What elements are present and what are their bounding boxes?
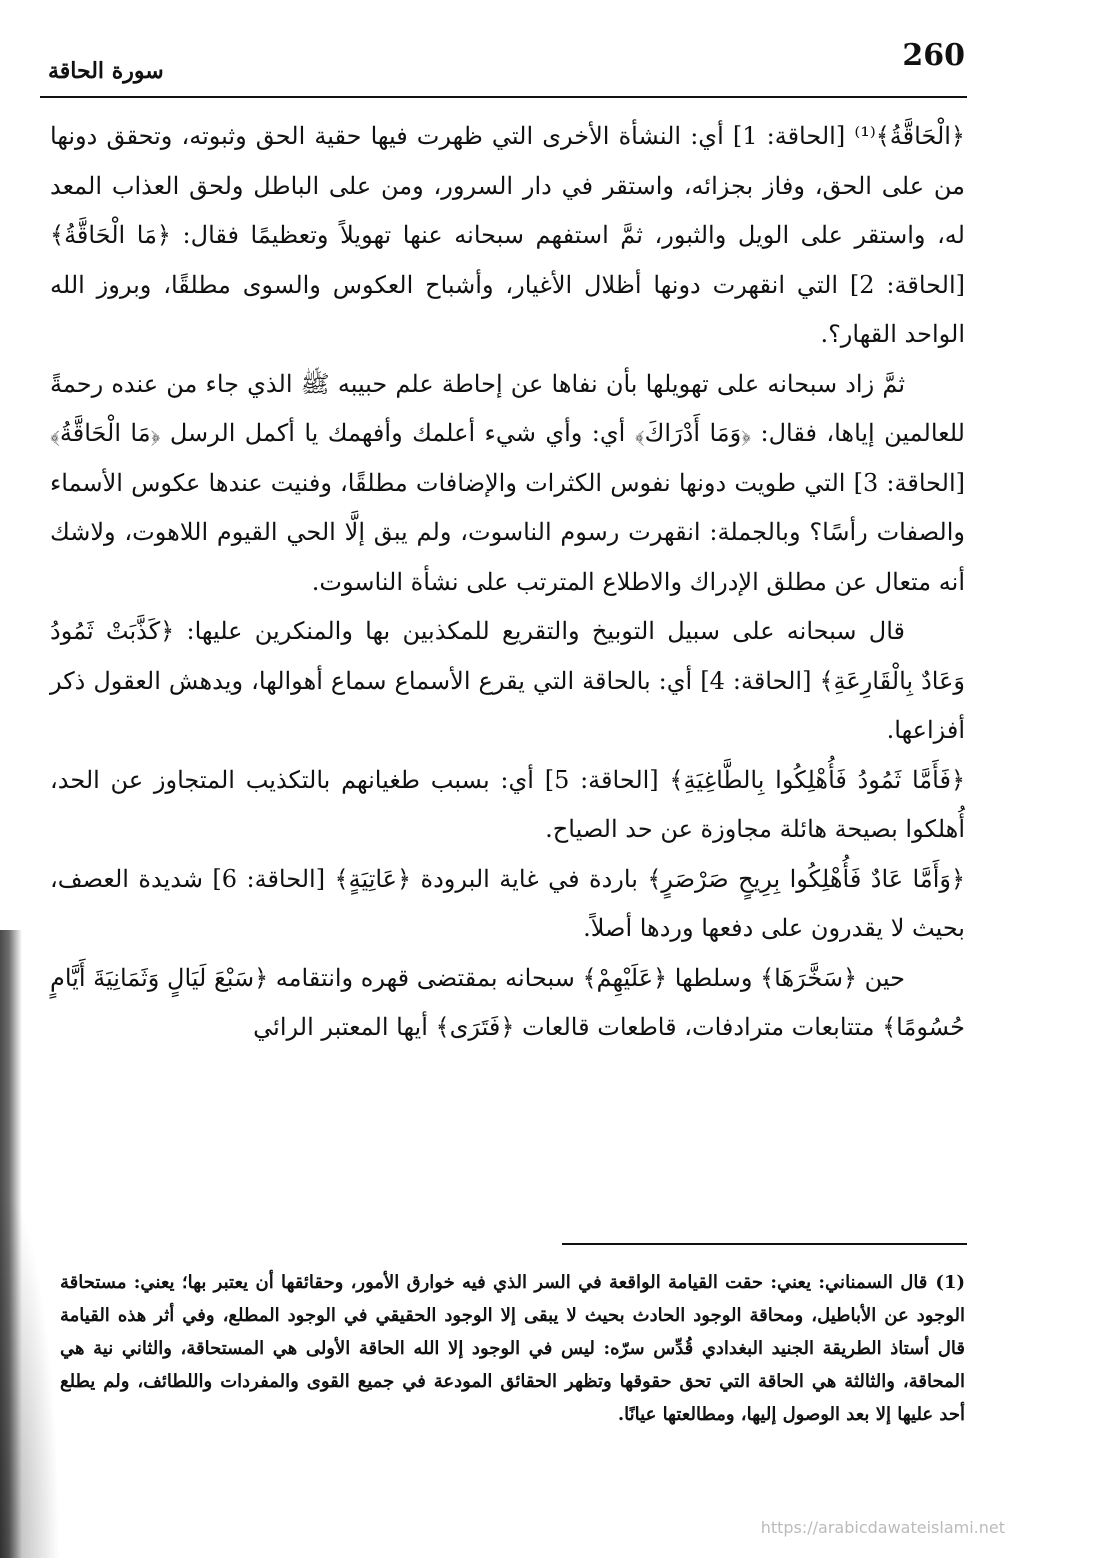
footnote-text: قال السمناني: يعني: حقت القيامة الواقعة في السر الذي فيه خوارق الأمور، وحقائقها أن يعتبر بها؛ يعني: مستحاقة الوجود عن الأباطيل، ومحاقة الوجود الحادث بحيث لا يبقى إلا الوجود الحقيقي في الوجود المطلع، وفي أثر هذه القيامة قال أستاذ الطريقة الجنيد البغدادي قُدِّس سرّه: ليس في الوجود إلا الله الحاقة الأولى هي المستحاقة، والثاني نية هي المحاقة، والثالثة هي الحاقة التي تحق حقوقها وتظهر الحقائق المودعة في جميع القوى والمفردات واللطائف، ولم يطلع أحد عليها إلا بعد الوصول إليها، ومطالعتها عيانًا.: [60, 1272, 965, 1425]
scan-corner-shadow: [0, 1180, 60, 1558]
paragraph-1: ﴿الْحَاقَّةُ﴾⁽¹⁾ [الحاقة: 1] أي: النشأة الأخرى التي ظهرت فيها حقية الحق وثبوته، وتحقق دونها من على الحق، وفاز بجزائه، واستقر في دار السرور، ومن على الباطل ولحق العذاب المعد له، واستقر على الويل والثبور، ثمَّ استفهم سبحانه عنها تهويلاً وتعظيمًا فقال: ﴿مَا الْحَاقَّةُ﴾ [الحاقة: 2] التي انقهرت دونها أظلال الأغيار، وأشباح العكوس والسوى مطلقًا، وبروز الله الواحد القهار؟.: [50, 122, 966, 348]
paragraph-5: ﴿وَأَمَّا عَادٌ فَأُهْلِكُوا بِرِيحٍ صَرْصَرٍ﴾ باردة في غاية البرودة ﴿عَاتِيَةٍ﴾ [الحاقة: 6] شديدة العصف، بحيث لا يقدرون على دفعها وردها أصلاً.: [50, 864, 966, 942]
paragraph-6: حين ﴿سَخَّرَهَا﴾ وسلطها ﴿عَلَيْهِمْ﴾ سبحانه بمقتضى قهره وانتقامه ﴿سَبْعَ لَيَالٍ وَثَمَانِيَةَ أَيَّامٍ حُسُومًا﴾ متتابعات مترادفات، قاطعات قالعات ﴿فَتَرَى﴾ أيها المعتبر الرائي: [50, 963, 965, 1041]
surah-title: سورة الحاقة: [48, 58, 164, 84]
main-text: [50, 112, 965, 1053]
header-divider: [40, 96, 967, 98]
watermark-url: https://arabicdawateislami.net: [760, 1518, 1005, 1537]
footnote-marker: (1): [935, 1272, 965, 1293]
page-header: [48, 38, 965, 94]
paragraph-2: ثمَّ زاد سبحانه على تهويلها بأن نفاها عن إحاطة علم حبيبه ﷺ الذي جاء من عنده رحمةً للعالمين إياها، فقال: ﴿وَمَا أَدْرَاكَ﴾ أي: وأي شيء أعلمك وأفهمك يا أكمل الرسل ﴿مَا الْحَاقَّةُ﴾ [الحاقة: 3] التي طويت دونها نفوس الكثرات والإضافات مطلقًا، وفنيت عندها عكوس الأسماء والصفات رأسًا؟ وبالجملة: انقهرت رسوم الناسوت، ولم يبق إلَّا الحي القيوم اللاهوت، ولاشك أنه متعال عن مطلق الإدراك والاطلاع المترتب على نشأة الناسوت.: [50, 369, 966, 596]
footnote-divider: [562, 1243, 967, 1245]
footnote-section: [60, 1266, 965, 1431]
page-number: 260: [902, 38, 965, 73]
paragraph-4: ﴿فَأَمَّا ثَمُودُ فَأُهْلِكُوا بِالطَّاغِيَةِ﴾ [الحاقة: 5] أي: بسبب طغيانهم بالتكذيب المتجاوز عن الحد، أُهلكوا بصيحة هائلة مجاوزة عن حد الصياح.: [50, 765, 965, 843]
paragraph-3: قال سبحانه على سبيل التوبيخ والتقريع للمكذبين بها والمنكرين عليها: ﴿كَذَّبَتْ ثَمُودُ وَعَادٌ بِالْقَارِعَةِ﴾ [الحاقة: 4] أي: بالحاقة التي يقرع الأسماع سماع أهوالها، ويدهش العقول ذكر أفزاعها.: [50, 617, 965, 744]
